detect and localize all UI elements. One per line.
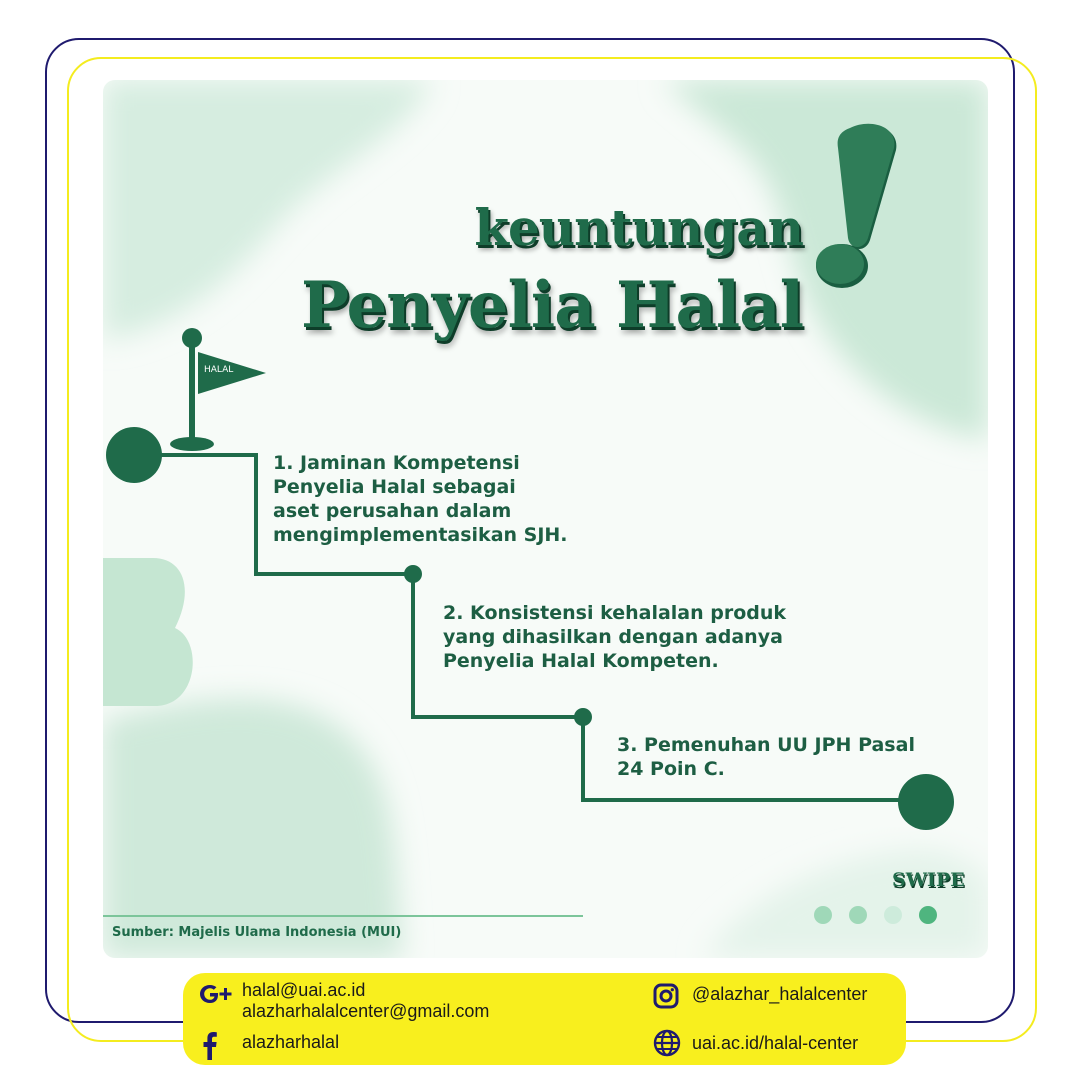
benefit-point-3: 3. Pemenuhan UU JPH Pasal 24 Poin C. <box>617 734 915 780</box>
benefit-point-2: 2. Konsistensi kehalalan produk yang dihasilkan dengan adanya Penyelia Halal Kompeten. <box>443 602 787 672</box>
source-divider <box>103 915 583 917</box>
pagination-dot-4[interactable] <box>919 906 937 924</box>
contact-footer <box>183 973 906 1065</box>
facebook-icon <box>199 1030 219 1060</box>
title-line-1: keuntungan <box>474 198 803 257</box>
pagination-dot-1[interactable] <box>814 906 832 924</box>
flag-icon <box>170 328 266 451</box>
email-primary[interactable]: halal@uai.ac.id <box>242 980 366 1000</box>
facebook-handle[interactable]: alazharhalal <box>242 1032 340 1052</box>
email-secondary[interactable]: alazharhalalcenter@gmail.com <box>242 1001 490 1021</box>
benefit-point-1: 1. Jaminan Kompetensi Penyelia Halal sebagai aset perusahan dalam mengimplementasikan SJH. <box>273 452 568 546</box>
website-link[interactable]: uai.ac.id/halal-center <box>692 1033 859 1053</box>
instagram-icon <box>653 983 679 1009</box>
flag-label: HALAL <box>204 365 234 375</box>
google-plus-icon <box>196 981 234 1007</box>
globe-icon <box>653 1029 681 1057</box>
step-dot-1 <box>404 565 422 583</box>
end-circle <box>898 774 954 830</box>
pagination-dots <box>814 906 937 924</box>
step-dot-2 <box>574 708 592 726</box>
pagination-dot-3[interactable] <box>884 906 902 924</box>
pagination-dot-2[interactable] <box>849 906 867 924</box>
source-text: Sumber: Majelis Ulama Indonesia (MUI) <box>112 925 402 940</box>
instagram-handle[interactable]: @alazhar_halalcenter <box>692 984 868 1004</box>
title-line-2: Penyelia Halal <box>301 268 803 343</box>
swipe-label: SWIPE <box>892 869 965 891</box>
start-circle <box>106 427 162 483</box>
